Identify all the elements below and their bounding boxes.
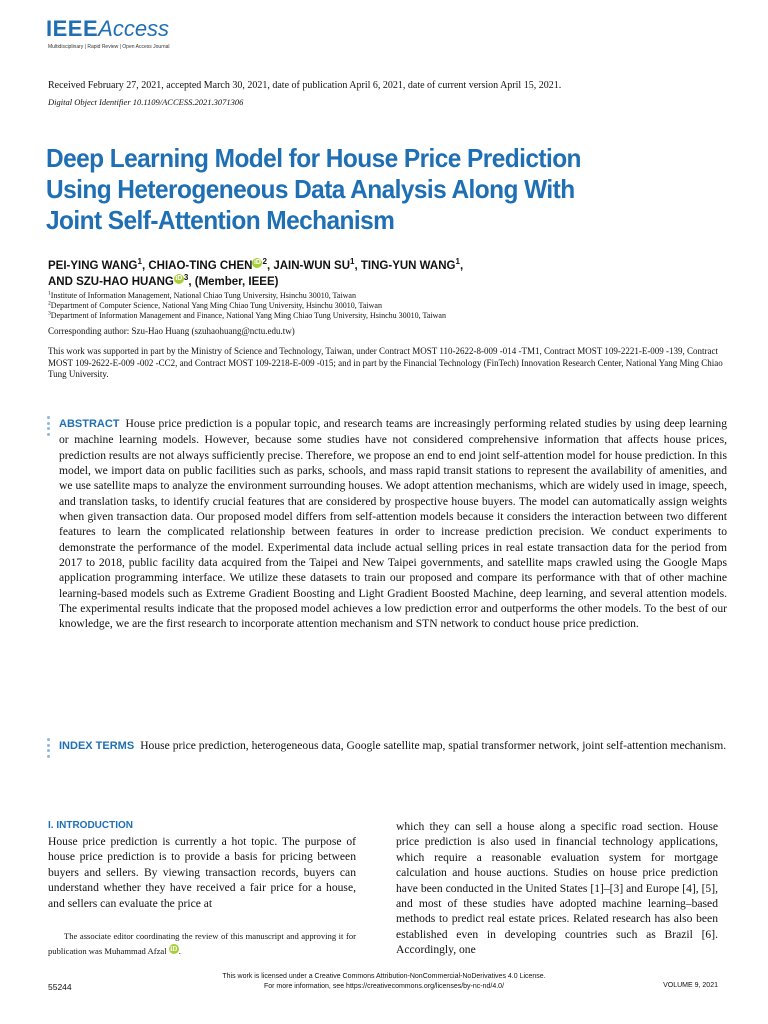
doi: Digital Object Identifier 10.1109/ACCESS.2021.3071306 [48,97,244,107]
author-name: , JAIN-WUN SU [266,260,351,272]
index-terms-text: House price prediction, heterogeneous data, Google satellite map, spatial transformer network, joint self-attention mechanism. [140,739,727,752]
author-name: , TING-YUN WANG [354,260,456,272]
abstract [59,416,727,632]
funding-statement: This work was supported in part by the Ministry of Science and Technology, Taiwan, under Contract MOST 110-2622-8-009 -014 -TM1, Contract MOST 109-2221-E-009 -139, Contract MOST 109-2622-E-009 -002 -CC2, and Contract MOST 109-2218-E-009 -015; and in part by the Financial Technology (FinTech) Innovation Research Center, National Yang Ming Chiao Tung University. [48,346,723,379]
license-line: This work is licensed under a Creative Commons Attribution-NonCommercial-NoDerivatives 4.0 License. [222,973,546,980]
author-list [48,258,728,290]
affil-mark: 3 [48,310,51,317]
orcid-icon[interactable]: iD [253,259,261,266]
affiliation [48,291,728,301]
section-heading: I. INTRODUCTION [48,820,133,831]
author-sep: , [459,260,464,272]
abstract-text: House price prediction is a popular topic, and research teams are increasingly performing related studies by using deep learning or machine learning models. However, because some studies have not considered comprehensive information that affects house prices, prediction results are not always sufficiently precise. Therefore, we propose an end to end joint self-attention model for house prediction. In this model, we import data on public facilities such as parks, schools, and mass rapid transit stations to represent the availability of amenities, and we use satellite maps to analyze the environment surrounding houses. We adopt attention mechanisms, which are widely used in image, speech, and translation tasks, to identify crucial features that are considered by prospective house buyers. The model can automatically assign weights when given transaction data. Our proposed model differs from self-attention models because it considers the interaction between two different features to learn the complicated relationship between features in order to increase prediction precision. We conduct experiments to demonstrate the performance of the model. Experimental data include actual selling prices in real estate transaction data for the period from 2017 to 2018, public facility data acquired from the Taipei and New Taipei governments, and satellite maps crawled using the Google Maps application programming interface. We utilize these datasets to train our proposed and compare its performance with that of other machine learning-based models such as Extreme Gradient Boosting and Light Gradient Boosted Machine, deep learning, and several attention models. The experimental results indicate that the proposed model achieves a low prediction error and outperforms the other models. To the best of our knowledge, we are the first research to incorporate attention mechanism and STN network to conduct house price prediction. [59,417,727,631]
affiliations [48,291,728,321]
affiliation [48,311,728,321]
title-line: Joint Self-Attention Mechanism [46,205,395,235]
affil-mark: 1 [350,257,355,267]
logo-ieee: IEEE [46,16,99,41]
author-name: AND SZU-HAO HUANG [48,276,174,288]
index-terms-label: INDEX TERMS [59,740,135,752]
editor-note: The associate editor coordinating the review of this manuscript and approving it for publication was Muhammad Afzal iD . [48,931,356,956]
author-name: PEI-YING WANG [48,260,138,272]
editor-note-text: The associate editor coordinating the review of this manuscript and approving it for publication was Muhammad Afzal [48,931,356,956]
title-line: Deep Learning Model for House Price Prediction [46,143,581,173]
affil-mark: 1 [137,257,142,267]
affil-text: Department of Information Management and Finance, National Yang Ming Chiao Tung University, Hsinchu 30010, Taiwan [50,311,446,320]
intro-column-left: House price prediction is currently a hot topic. The purpose of house price prediction is to provide a basis for pricing between buyers and sellers. By viewing transaction records, buyers can understand whether they have received a fair price for a house, and sellers can evaluate the price at [48,835,356,910]
logo-access: Access [98,16,170,41]
received-dates: Received February 27, 2021, accepted March 30, 2021, date of publication April 6, 2021, date of current version April 15, 2021. [48,80,562,91]
title-line: Using Heterogeneous Data Analysis Along With [46,174,575,204]
volume-label: VOLUME 9, 2021 [663,982,718,989]
index-terms [59,738,727,754]
logo-tagline: Multidisciplinary | Rapid Review | Open Access Journal [48,44,170,50]
section-marker-icon [47,416,51,438]
journal-logo [46,18,169,40]
orcid-icon[interactable]: iD [170,945,178,953]
affiliation [48,301,728,311]
affil-mark: 2 [262,257,267,267]
page-number: 55244 [48,982,72,992]
affil-mark: 1 [48,290,51,297]
orcid-icon[interactable]: iD [175,275,183,282]
paper-title [46,143,648,236]
corresponding-author: Corresponding author: Szu-Hao Huang (szuhaohuang@nctu.edu.tw) [48,326,295,336]
affil-text: Institute of Information Management, National Chiao Tung University, Hsinchu 30010, Taiwan [50,291,356,300]
author-membership: , (Member, IEEE) [188,276,279,288]
affil-mark: 1 [455,257,460,267]
license-link[interactable]: For more information, see https://creativecommons.org/licenses/by-nc-nd/4.0/ [263,983,505,990]
license-note [150,972,618,992]
affil-mark: 3 [183,273,189,283]
abstract-label: ABSTRACT [59,418,120,430]
section-marker-icon [47,738,51,760]
affil-text: Department of Computer Science, National Yang Ming Chiao Tung University, Hsinchu 30010, Taiwan [50,301,382,310]
affil-mark: 2 [48,300,51,307]
intro-column-right: which they can sell a house along a specific road section. House price prediction is also used in financial technology applications, which require a reasonable evaluation system for mortgage calculation and house auctions. Studies on house price prediction have been conducted in the United States [1]–[3] and Europe [4], [5], and most of these studies have adopted machine learning–based methods to predict real estate prices. Related research has also been established even in developing countries such as Brazil [6]. Accordingly, one [396,820,718,957]
author-name: , CHIAO-TING CHEN [141,260,253,272]
